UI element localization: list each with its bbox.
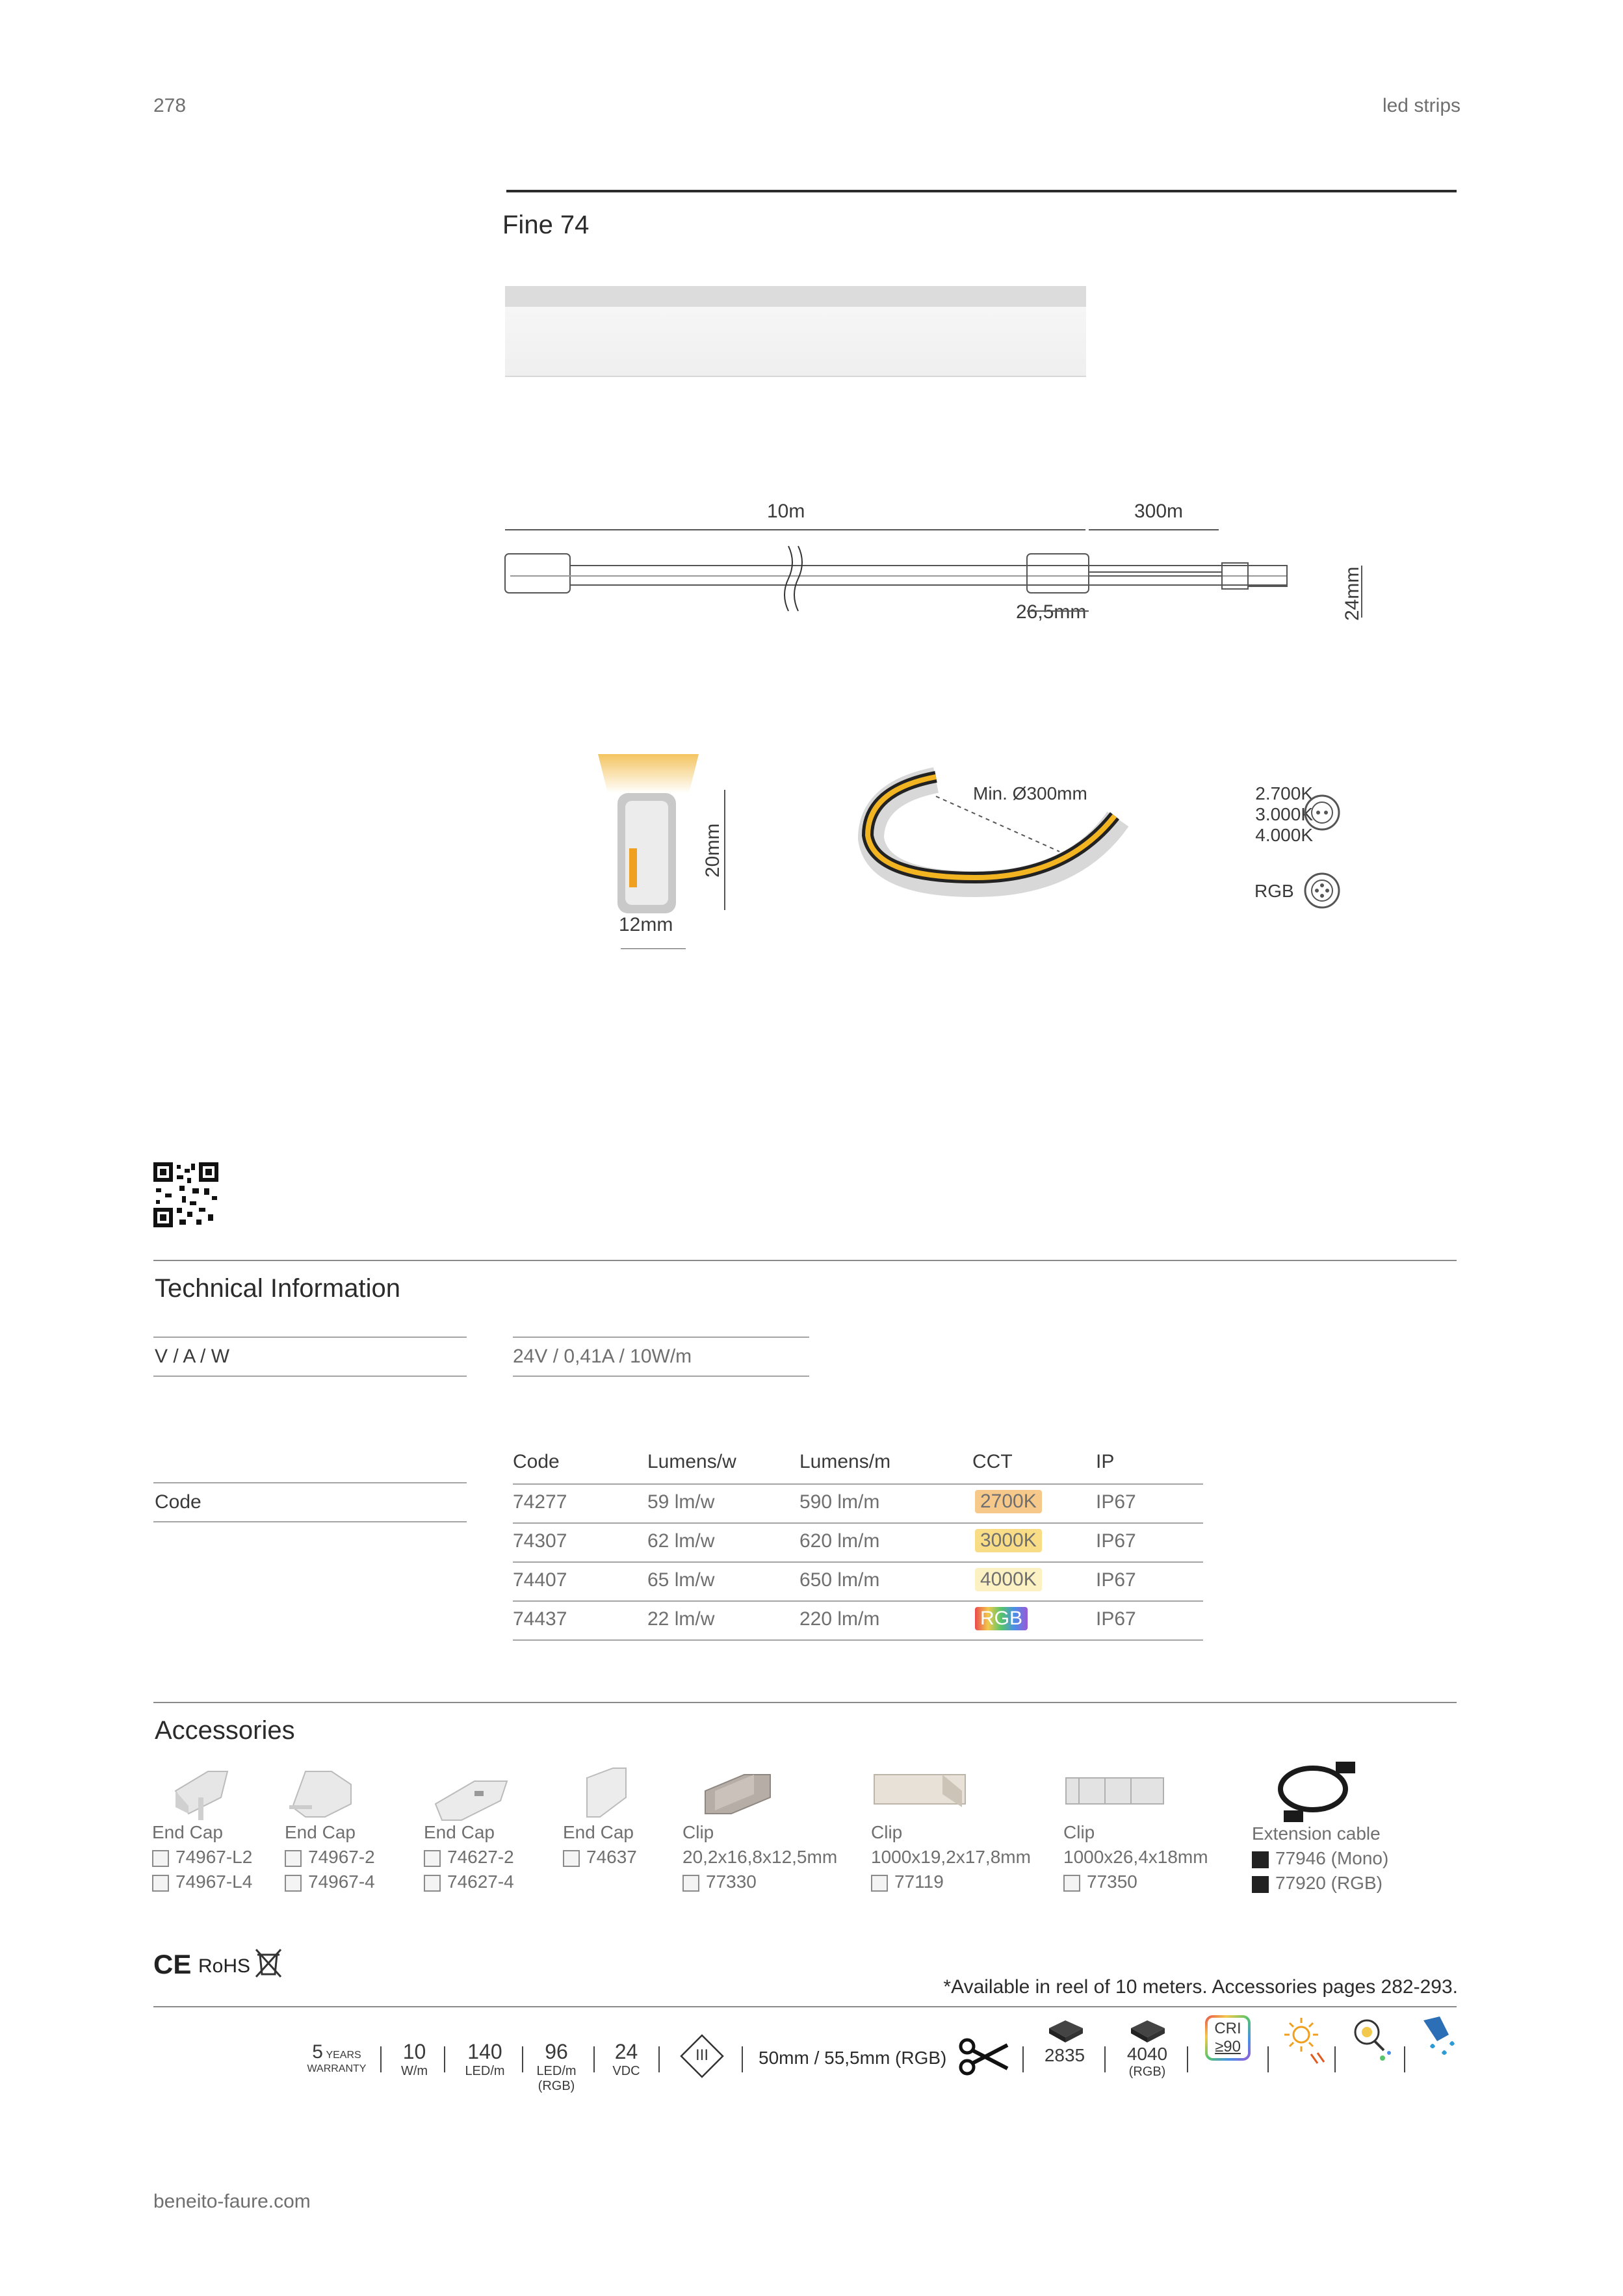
warranty-badge: 5 YEARS WARRANTY — [307, 2041, 367, 2074]
sun-heat-icon — [1282, 2015, 1327, 2067]
clip-image — [871, 1768, 975, 1827]
dimension-drawing — [500, 520, 1384, 650]
cct-badge: 2700K — [975, 1490, 1042, 1513]
separator — [1104, 2046, 1106, 2072]
cct-4000: 4.000K — [1255, 825, 1313, 845]
cable-label: 300m — [1134, 501, 1184, 522]
separator — [380, 2046, 382, 2072]
weee-bin-icon — [253, 1947, 283, 1981]
cct-3000: 3.000K — [1255, 804, 1313, 824]
accessory-item[interactable] — [1063, 1820, 1208, 1894]
accessory-item[interactable] — [1252, 1821, 1388, 1896]
row4-cct — [975, 1607, 1028, 1630]
checkbox-icon — [563, 1850, 580, 1867]
voltage-spec: 24 VDC — [612, 2040, 640, 2078]
vaw-rule-top — [153, 1337, 467, 1338]
accessory-name: End Cap — [563, 1822, 634, 1842]
chip-4040-spec: 4040 (RGB) — [1126, 2044, 1168, 2079]
row1-cct — [975, 1490, 1042, 1513]
extension-cable-image — [1271, 1755, 1362, 1827]
scissors-icon — [958, 2037, 1010, 2076]
height-label: 24mm — [1342, 566, 1363, 621]
row4-ip: IP67 — [1096, 1608, 1136, 1630]
col-code: Code — [513, 1451, 560, 1472]
table-rule — [513, 1561, 1203, 1563]
checkbox-icon — [1063, 1875, 1080, 1892]
cct-badge: RGB — [975, 1607, 1028, 1630]
power-spec: 10 W/m — [400, 2040, 428, 2078]
accessory-size: 1000x26,4x18mm — [1063, 1847, 1208, 1867]
row1-lmw: 59 lm/w — [647, 1491, 715, 1513]
accessory-code: 77920 (RGB) — [1252, 1871, 1388, 1896]
row2-cct — [975, 1529, 1042, 1552]
vaw-value-rule-bottom — [513, 1376, 809, 1377]
accessory-item[interactable] — [424, 1820, 514, 1894]
vaw-rule-bottom — [153, 1376, 467, 1377]
separator — [742, 2046, 743, 2072]
checkbox-icon — [871, 1875, 888, 1892]
accessory-code: 74967-2 — [285, 1845, 375, 1870]
connector-rgb-icon — [1303, 871, 1342, 910]
row3-lmw: 65 lm/w — [647, 1569, 715, 1591]
checkbox-icon — [152, 1850, 169, 1867]
clip-image — [1059, 1765, 1170, 1823]
qr-code-icon[interactable] — [153, 1162, 218, 1227]
row3-code: 74407 — [513, 1569, 567, 1591]
product-image — [505, 286, 1086, 378]
led-chip-rgb-icon — [1124, 2015, 1170, 2048]
accessory-code: 77119 — [871, 1870, 1031, 1894]
table-rule — [513, 1639, 1203, 1641]
col-lumens-w: Lumens/w — [647, 1451, 736, 1472]
accessory-code: 74637 — [563, 1845, 637, 1870]
cct-badge: 4000K — [975, 1568, 1042, 1591]
end-cap-image — [162, 1765, 240, 1823]
separator — [658, 2046, 660, 2072]
row3-ip: IP67 — [1096, 1569, 1136, 1591]
accessory-name: Clip — [871, 1822, 903, 1842]
outdoor-lamp-icon — [1349, 2014, 1394, 2066]
section-height-label: 20mm — [702, 823, 723, 878]
accessory-name: Clip — [1063, 1822, 1095, 1842]
separator — [1022, 2046, 1024, 2072]
accessory-code: 77946 (Mono) — [1252, 1846, 1388, 1871]
footer-website-link[interactable]: beneito-faure.com — [153, 2191, 311, 2212]
tech-title: Technical Information — [155, 1274, 400, 1303]
accessory-code: 77350 — [1063, 1870, 1208, 1894]
checkbox-icon — [424, 1850, 441, 1867]
accessory-code: 74967-L4 — [152, 1870, 252, 1894]
accessory-item[interactable] — [563, 1820, 637, 1870]
row2-lmw: 62 lm/w — [647, 1530, 715, 1552]
row2-ip: IP67 — [1096, 1530, 1136, 1552]
accessory-name: End Cap — [424, 1822, 495, 1842]
connector-rgb-label: RGB — [1254, 881, 1294, 901]
led-density-spec: 140 LED/m — [465, 2040, 505, 2078]
section-width-label: 12mm — [619, 914, 673, 935]
led-chip-icon — [1043, 2015, 1088, 2048]
connector-cct-list — [1222, 783, 1313, 846]
end-cap-image — [571, 1765, 642, 1823]
cri-badge: CRI ≥90 — [1205, 2015, 1251, 2061]
accessory-name: Extension cable — [1252, 1823, 1381, 1844]
accessory-code: 74967-L2 — [152, 1845, 252, 1870]
separator — [1334, 2046, 1336, 2072]
col-cct: CCT — [972, 1451, 1013, 1472]
connector-mono-icon — [1303, 793, 1342, 832]
led-density-rgb-spec: 96 LED/m (RGB) — [536, 2040, 577, 2093]
section-divider — [153, 2006, 1457, 2007]
chip-2835-label: 2835 — [1044, 2045, 1085, 2065]
row3-cct — [975, 1568, 1042, 1591]
accessory-size: 1000x19,2x17,8mm — [871, 1847, 1031, 1867]
cct-2700: 2.700K — [1255, 783, 1313, 803]
cut-spec: 50mm / 55,5mm (RGB) — [759, 2048, 947, 2068]
code-label: Code — [155, 1491, 201, 1513]
row3-lmm: 650 lm/m — [799, 1569, 880, 1591]
accessory-code: 74967-4 — [285, 1870, 375, 1894]
availability-note: *Available in reel of 10 meters. Accessories pages 282-293. — [943, 1976, 1458, 1998]
row1-ip: IP67 — [1096, 1491, 1136, 1513]
accessory-code: 74627-4 — [424, 1870, 514, 1894]
accessory-name: End Cap — [152, 1822, 223, 1842]
accessory-name: Clip — [682, 1822, 714, 1842]
row1-lmm: 590 lm/m — [799, 1491, 880, 1513]
checkbox-icon — [285, 1850, 302, 1867]
end-cap-image — [286, 1765, 364, 1823]
table-rule — [513, 1522, 1203, 1524]
accessory-item[interactable] — [682, 1820, 837, 1894]
accessory-item[interactable] — [285, 1820, 375, 1894]
separator — [1187, 2046, 1188, 2072]
table-rule — [513, 1483, 1203, 1485]
vaw-value-rule-top — [513, 1337, 809, 1338]
code-rule-bottom — [153, 1521, 467, 1522]
separator — [444, 2046, 445, 2072]
separator — [1404, 2046, 1405, 2072]
cct-badge: 3000K — [975, 1529, 1042, 1552]
checkbox-filled-icon — [1252, 1851, 1269, 1868]
clip-image — [695, 1765, 780, 1823]
vaw-value: 24V / 0,41A / 10W/m — [513, 1346, 692, 1367]
row1-code: 74277 — [513, 1491, 567, 1513]
checkbox-icon — [424, 1875, 441, 1892]
row4-code: 74437 — [513, 1608, 567, 1630]
separator — [522, 2046, 523, 2072]
class-iii-label: III — [695, 2046, 708, 2064]
bend-label: Min. Ø300mm — [973, 783, 1087, 803]
water-resistant-icon — [1417, 2014, 1457, 2066]
accessory-item[interactable] — [871, 1820, 1031, 1894]
end-cap-image — [429, 1768, 520, 1827]
accessory-code: 74627-2 — [424, 1845, 514, 1870]
section-divider — [153, 1260, 1457, 1261]
col-lumens-m: Lumens/m — [799, 1451, 891, 1472]
length-label: 10m — [767, 501, 805, 522]
accessory-name: End Cap — [285, 1822, 356, 1842]
rohs-label: RoHS — [198, 1955, 251, 1977]
checkbox-icon — [152, 1875, 169, 1892]
accessory-item[interactable] — [152, 1820, 252, 1894]
accessory-size: 20,2x16,8x12,5mm — [682, 1847, 838, 1867]
accessory-code: 77330 — [682, 1870, 837, 1894]
checkbox-icon — [682, 1875, 699, 1892]
title-rule — [506, 190, 1457, 192]
table-rule — [513, 1600, 1203, 1602]
vaw-label: V / A / W — [155, 1346, 230, 1367]
section-divider — [153, 1702, 1457, 1703]
separator — [1267, 2046, 1269, 2072]
code-rule-top — [153, 1482, 467, 1483]
end-label: 26,5mm — [1016, 601, 1087, 623]
row2-code: 74307 — [513, 1530, 567, 1552]
page-number: 278 — [153, 95, 187, 116]
row4-lmw: 22 lm/w — [647, 1608, 715, 1630]
section-title: led strips — [1382, 95, 1461, 116]
checkbox-filled-icon — [1252, 1876, 1269, 1893]
separator — [593, 2046, 595, 2072]
ce-mark-icon: CE — [153, 1949, 192, 1979]
col-ip: IP — [1096, 1451, 1115, 1472]
product-title: Fine 74 — [502, 211, 590, 239]
checkbox-icon — [285, 1875, 302, 1892]
row2-lmm: 620 lm/m — [799, 1530, 880, 1552]
accessories-title: Accessories — [155, 1716, 295, 1745]
row4-lmm: 220 lm/m — [799, 1608, 880, 1630]
